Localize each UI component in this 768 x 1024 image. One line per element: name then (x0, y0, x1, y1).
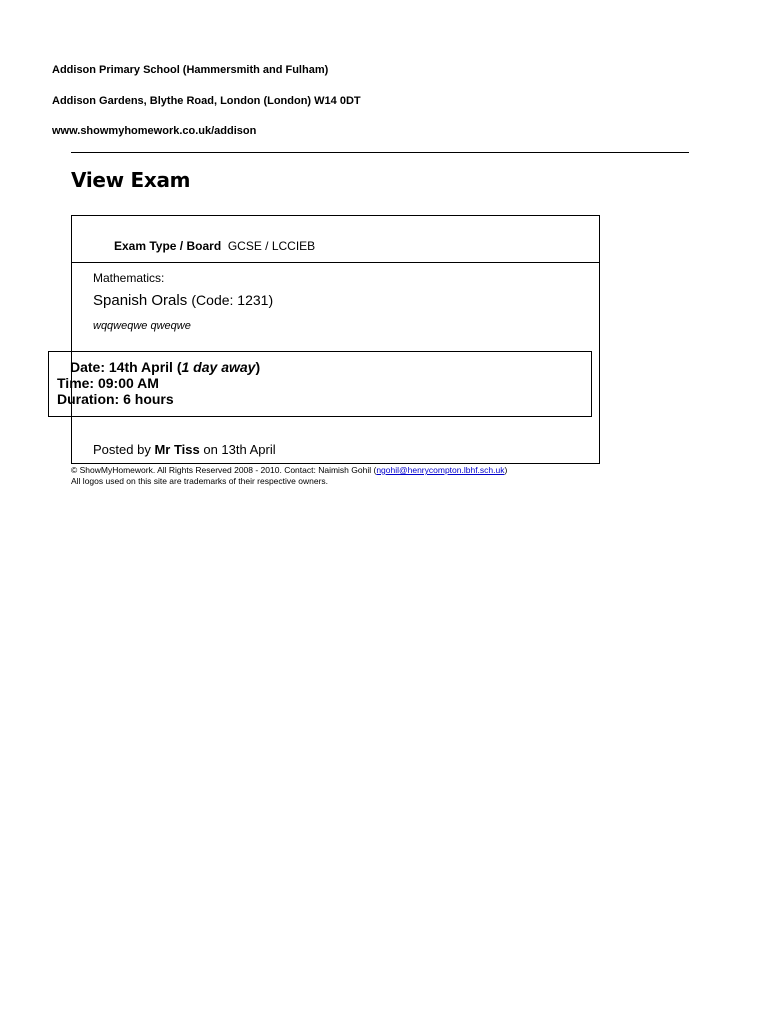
exam-time: Time: 09:00 AM (57, 375, 159, 391)
exam-schedule (48, 351, 592, 417)
exam-date-close: ) (255, 359, 261, 375)
exam-code: (Code: 1231) (191, 292, 274, 308)
school-name: Addison Primary School (Hammersmith and Fulham) (52, 64, 329, 76)
exam-type-board (114, 239, 315, 253)
posted-by-author: Mr Tiss (154, 442, 200, 457)
posted-by-date: on 13th April (203, 442, 276, 457)
copyright-text: © ShowMyHomework. All Rights Reserved 2008 - 2010. Contact: Naimish Gohil ( (71, 465, 377, 475)
exam-title (93, 292, 273, 309)
posted-by (93, 442, 276, 457)
school-address: Addison Gardens, Blythe Road, London (London) W14 0DT (52, 95, 361, 107)
posted-by-prefix: Posted by (93, 442, 151, 457)
exam-subject: Mathematics: (93, 271, 165, 285)
trademark-notice: All logos used on this site are trademarks of their respective owners. (71, 476, 329, 486)
copyright-line (71, 465, 507, 476)
school-url: www.showmyhomework.co.uk/addison (52, 125, 257, 137)
header-divider (71, 152, 689, 153)
page-footer (71, 465, 507, 487)
exam-duration: Duration: 6 hours (57, 391, 174, 407)
page-title: View Exam (71, 168, 191, 192)
exam-type-label: Exam Type / Board (114, 239, 222, 253)
exam-date-text: Date: 14th April ( (70, 359, 182, 375)
exam-type-row (72, 216, 599, 263)
exam-name: Spanish Orals (93, 292, 188, 309)
exam-date (70, 359, 260, 375)
contact-email-link[interactable]: ngohil@henrycompton.lbhf.sch.uk (376, 465, 505, 475)
exam-description: wqqweqwe qweqwe (93, 320, 191, 332)
exam-type-value: GCSE / LCCIEB (227, 239, 316, 253)
exam-date-relative: 1 day away (181, 359, 256, 375)
copyright-close: ) (504, 465, 508, 475)
exam-card (71, 215, 600, 464)
